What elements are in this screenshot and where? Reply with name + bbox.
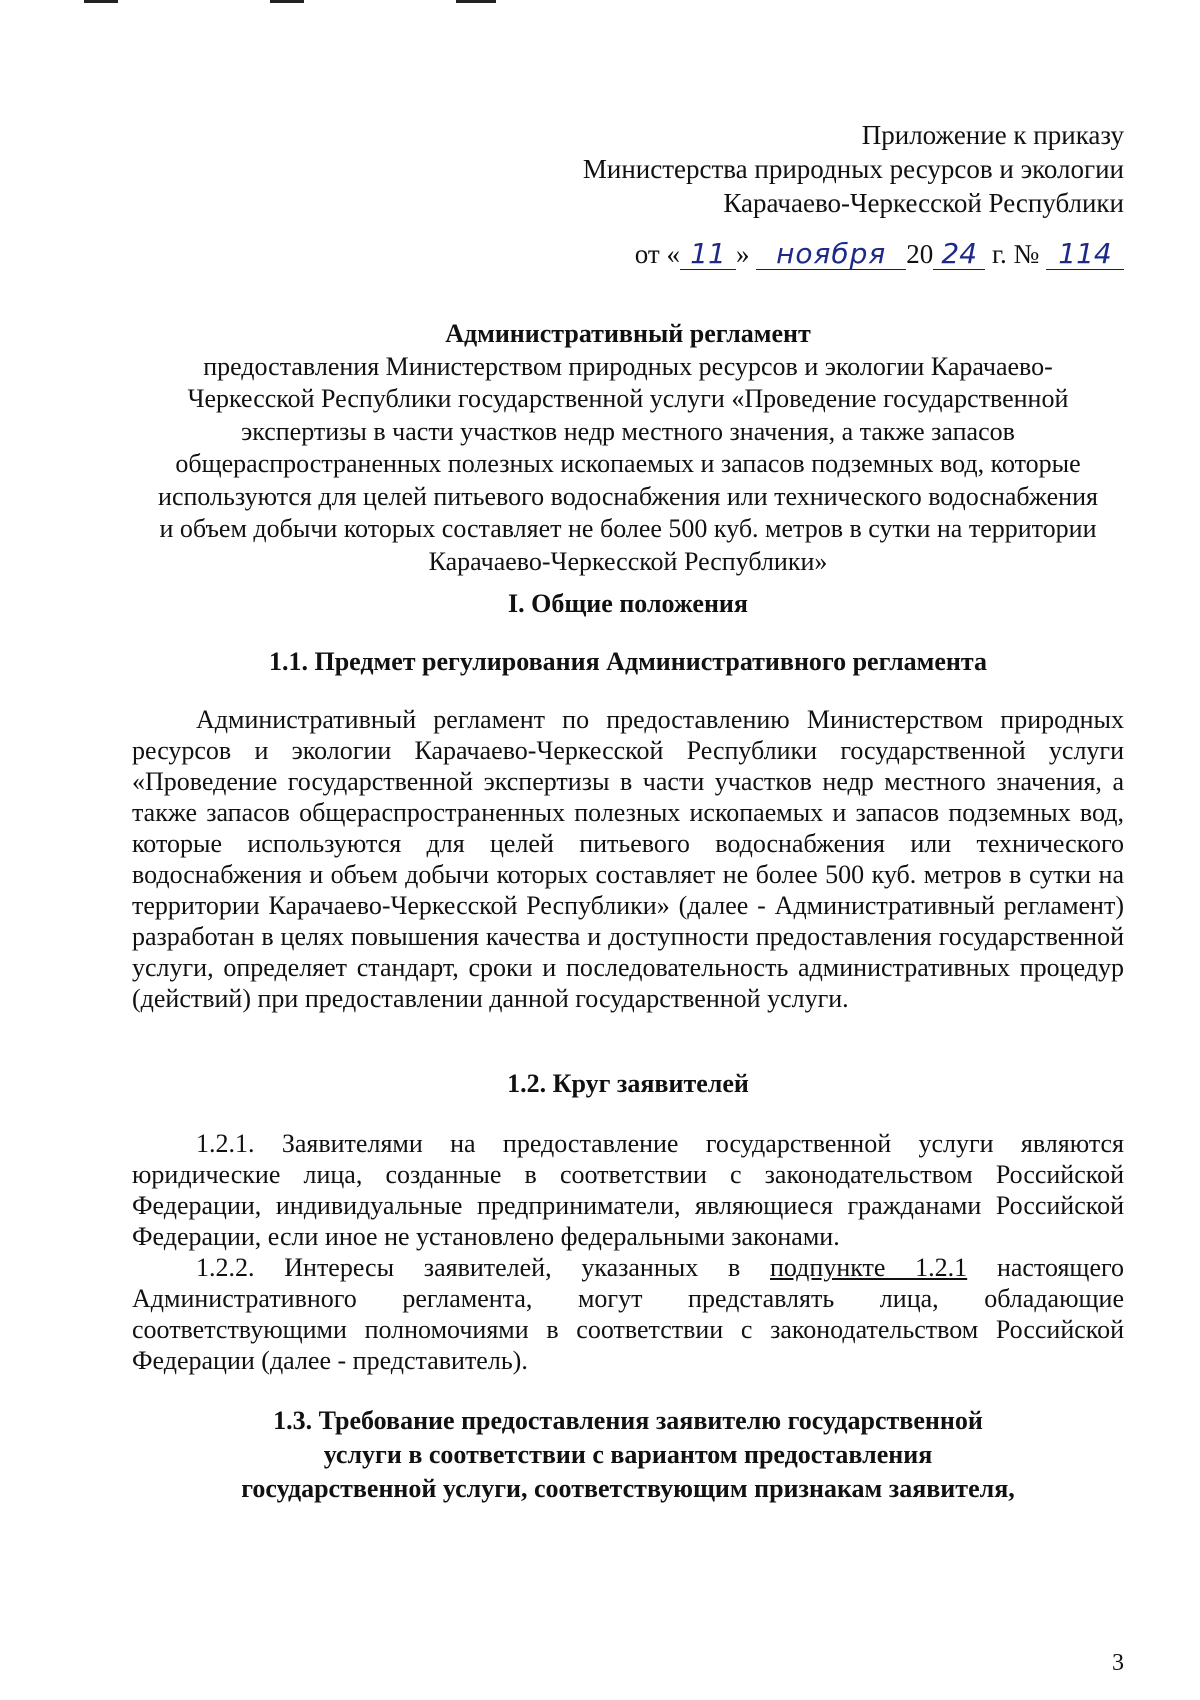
order-year-handwritten: 24 (933, 239, 985, 270)
heading-line: услуги в соответствии с вариантом предоставления (323, 1440, 933, 1469)
document-subtitle: предоставления Министерством природных ресурсов и экологии Карачаево-Черкесской Республики государственной услуги «Проведение государственной экспертизы в части участков недр местного значения, а также запасов общераспространенных полезных ископаемых и запасов подземных вод, которые используются для целей питьевого водоснабжения или технического водоснабжения и объем добычи которых составляет не более 500 куб. метров в сутки на территории Карачаево-Черкесской Республики» (158, 351, 1098, 576)
order-prefix: от « (634, 239, 680, 269)
order-quote: » (735, 239, 750, 269)
document-title-block (132, 318, 1124, 578)
paragraph-1-2-2-text-end: настоящего Административного регламента, могут представлять лица, обладающие соответствующими полномочиями в соответствии с законодательством Российской Федерации (далее - представитель). (132, 1253, 1124, 1375)
order-day-handwritten: 11 (680, 239, 736, 270)
order-date-number (635, 234, 1124, 274)
order-month-handwritten: ноября (756, 239, 906, 270)
approval-line: Министерства природных ресурсов и экологии (582, 154, 1124, 184)
approval-line: Карачаево-Черкесской Республики (723, 188, 1124, 218)
order-number-label: г. № (991, 239, 1040, 269)
subpoint-1-2-1-link[interactable]: подпункте 1.2.1 (770, 1253, 968, 1282)
paragraph-1-2-2-text: 1.2.2. Интересы заявителей, указанных в (196, 1253, 771, 1282)
section-heading-1-3 (132, 1404, 1124, 1506)
page-number: 3 (1112, 1650, 1124, 1676)
heading-line: 1.3. Требование предоставления заявителю государственной (273, 1406, 983, 1435)
heading-line: государственной услуги, соответствующим признакам заявителя, (241, 1474, 1015, 1503)
approval-header (583, 118, 1124, 220)
scan-artifact-mark (84, 0, 118, 3)
document-title: Административный регламент (445, 319, 811, 348)
section-heading-1-1: 1.1. Предмет регулирования Административного регламента (269, 647, 987, 676)
document-page (132, 0, 1124, 1700)
paragraph-1-2-1: 1.2.1. Заявителями на предоставление государственной услуги являются юридические лица, созданные в соответствии с законодательством Российской Федерации, индивидуальные предприниматели, являющиеся гражданами Российской Федерации, если иное не установлено федеральными законами. (132, 1129, 1124, 1251)
paragraph-1-2-2 (132, 1252, 1124, 1376)
paragraph-1-1: Административный регламент по предоставлению Министерством природных ресурсов и экологии Карачаево-Черкесской Республики государственной услуги «Проведение государственной экспертизы в части участков недр местного значения, а также запасов общераспространенных полезных ископаемых и запасов подземных вод, которые используются для целей питьевого водоснабжения или технического водоснабжения и объем добычи которых составляет не более 500 куб. метров в сутки на территории Карачаево-Черкесской Республики» (далее - Административный регламент) разработан в целях повышения качества и доступности предоставления государственной услуги, определяет стандарт, сроки и последовательность административных процедур (действий) при предоставлении данной государственной услуги. (132, 705, 1124, 1013)
order-year-prefix: 20 (906, 239, 934, 269)
section-heading-1-2: 1.2. Круг заявителей (507, 1069, 749, 1098)
approval-line: Приложение к приказу (861, 120, 1124, 150)
section-heading-general: I. Общие положения (508, 589, 748, 618)
order-number-handwritten: 114 (1046, 239, 1124, 270)
